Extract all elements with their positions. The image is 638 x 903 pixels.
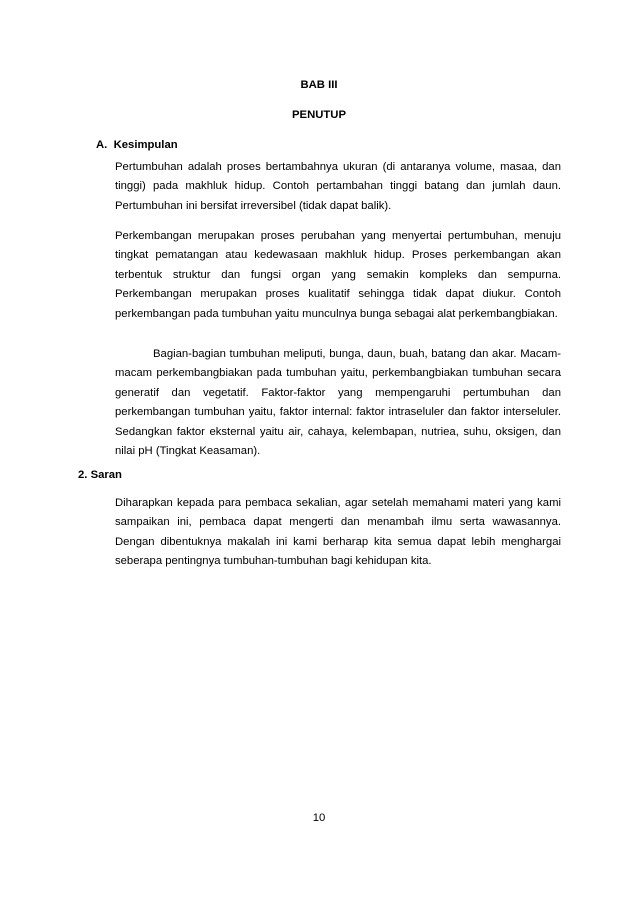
page-number: 10	[312, 812, 326, 824]
section-a-heading	[96, 139, 178, 151]
section-a-label: A.	[96, 139, 108, 151]
section-2-title: Saran	[90, 469, 122, 481]
section-a-title: Kesimpulan	[113, 139, 178, 151]
conclusion-paragraph-1: Pertumbuhan adalah proses bertambahnya ukuran (di antaranya volume, masaa, dan tinggi) pada makhluk hidup. Contoh pertambahan tinggi batang dan jumlah daun. Pertumbuhan ini bersifat irreversibel (tidak dapat balik).	[115, 161, 561, 212]
conclusion-paragraph-3: Bagian-bagian tumbuhan meliputi, bunga, daun, buah, batang dan akar. Macam-macam perkembangbiakan pada tumbuhan yaitu, perkembangbiakan tumbuhan secara generatif dan vegetatif. Faktor-faktor yang mempengaruhi pertumbuhan dan perkembangan tumbuhan yaitu, faktor internal: faktor intraseluler dan faktor interseluler. Sedangkan faktor eksternal yaitu air, cahaya, kelembapan, nutriea, suhu, oksigen, dan nilai pH (Tingkat Keasaman).	[115, 348, 561, 458]
conclusion-paragraph-2: Perkembangan merupakan proses perubahan yang menyertai pertumbuhan, menuju tingkat pematangan atau kedewasaan makhluk hidup. Proses perkembangan akan terbentuk struktur dan fungsi organ yang semakin kompleks dan sempurna. Perkembangan merupakan proses kualitatif sehingga tidak dapat diukur. Contoh perkembangan pada tumbuhan yaitu munculnya bunga sebagai alat perkembangbiakan.	[115, 230, 561, 320]
section-2-heading	[78, 469, 122, 481]
chapter-number: BAB III	[300, 79, 338, 91]
chapter-title: PENUTUP	[292, 109, 346, 121]
suggestion-paragraph: Diharapkan kepada para pembaca sekalian, agar setelah memahami materi yang kami sampaikan ini, pembaca dapat mengerti dan menambah ilmu serta wawasannya. Dengan dibentuknya makalah ini kami berharap kita semua dapat lebih menghargai seberapa pentingnya tumbuhan-tumbuhan bagi kehidupan kita.	[115, 497, 561, 568]
section-2-label: 2.	[78, 469, 88, 481]
